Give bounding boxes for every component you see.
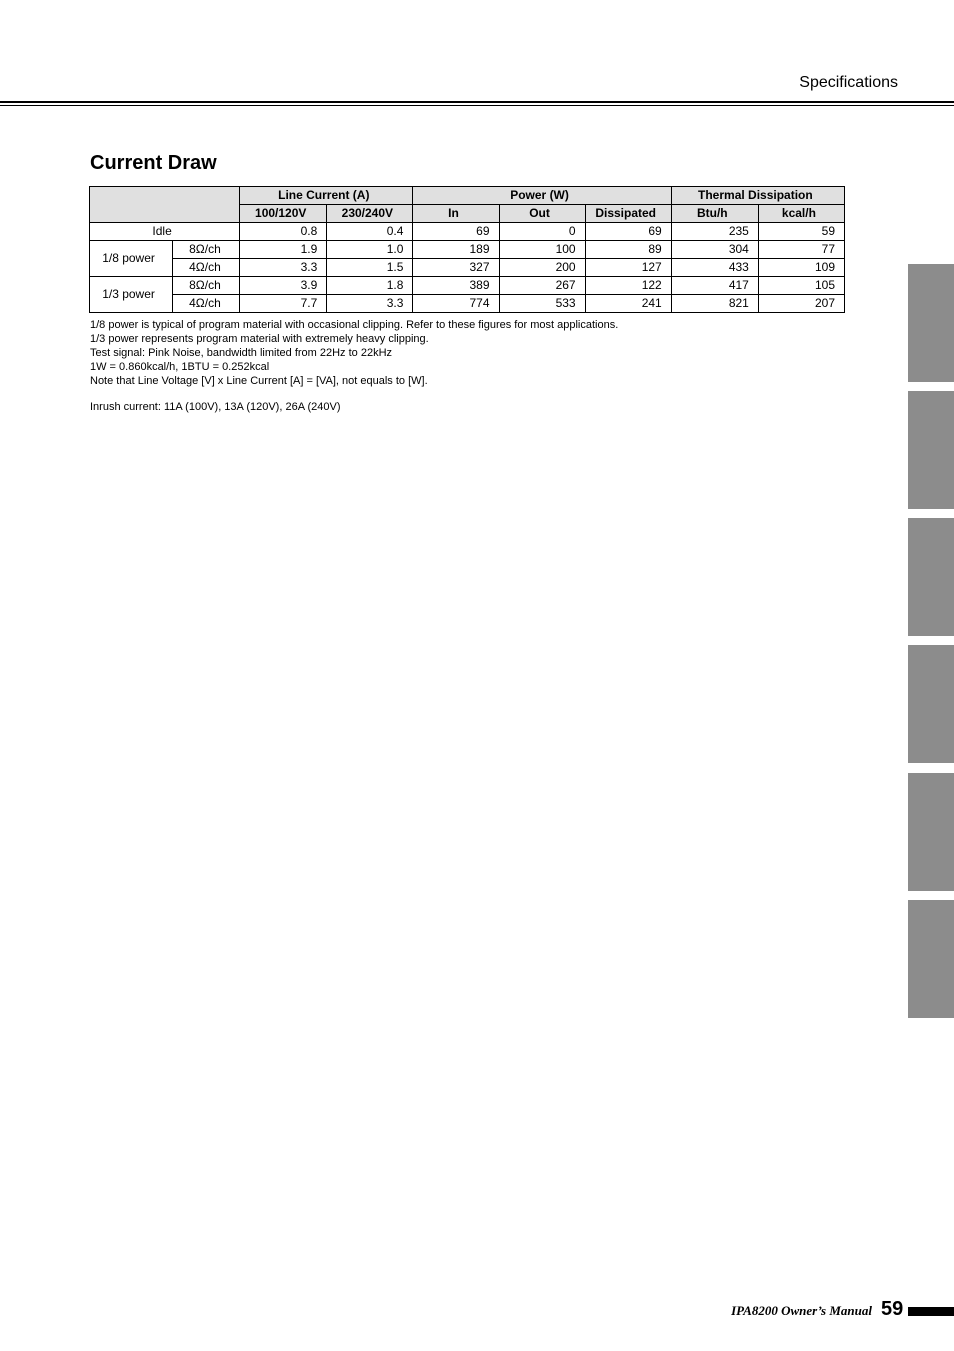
row-label-1-8-power: 1/8 power <box>90 241 173 277</box>
impedance-label: 8Ω/ch <box>173 277 240 295</box>
note-line: 1W = 0.860kcal/h, 1BTU = 0.252kcal <box>90 361 270 373</box>
table-cell: 0.8 <box>240 223 327 241</box>
table-cell: 89 <box>585 241 671 259</box>
page-number: 59 <box>881 1298 904 1320</box>
table-cell: 1.5 <box>327 259 413 277</box>
table-cell: 327 <box>413 259 499 277</box>
table-row-idle <box>90 223 845 241</box>
table-row-1-8-4ohm <box>90 259 845 277</box>
impedance-label: 4Ω/ch <box>173 295 240 313</box>
header-thermal: Thermal Dissipation <box>671 187 844 205</box>
note-line: 1/3 power represents program material with extremely heavy clipping. <box>90 333 429 345</box>
table-cell: 417 <box>671 277 758 295</box>
subheader-100-120v: 100/120V <box>240 205 327 223</box>
running-header: Specifications <box>799 74 898 91</box>
footer-bar <box>908 1307 954 1316</box>
impedance-label: 4Ω/ch <box>173 259 240 277</box>
side-tab-1 <box>908 264 954 382</box>
side-tab-5 <box>908 773 954 891</box>
table-cell: 3.9 <box>240 277 327 295</box>
table-cell: 105 <box>758 277 844 295</box>
note-line: 1/8 power is typical of program material with occasional clipping. Refer to these figures for most applications. <box>90 319 619 331</box>
table-cell: 1.8 <box>327 277 413 295</box>
table-cell: 774 <box>413 295 499 313</box>
note-line: Note that Line Voltage [V] x Line Current [A] = [VA], not equals to [W]. <box>90 375 428 387</box>
table-cell: 267 <box>499 277 585 295</box>
subheader-dissipated: Dissipated <box>585 205 671 223</box>
table-cell: 533 <box>499 295 585 313</box>
table-cell: 0.4 <box>327 223 413 241</box>
table-cell: 241 <box>585 295 671 313</box>
table-cell: 100 <box>499 241 585 259</box>
table-cell: 3.3 <box>240 259 327 277</box>
subheader-btu: Btu/h <box>671 205 758 223</box>
table-cell: 207 <box>758 295 844 313</box>
table-cell: 389 <box>413 277 499 295</box>
table-notes <box>90 318 618 388</box>
table-cell: 304 <box>671 241 758 259</box>
table-cell: 77 <box>758 241 844 259</box>
table-cell: 127 <box>585 259 671 277</box>
side-tab-6 <box>908 900 954 1018</box>
side-tab-2 <box>908 391 954 509</box>
subheader-230-240v: 230/240V <box>327 205 413 223</box>
table-header-row-1 <box>90 187 845 205</box>
note-line: Test signal: Pink Noise, bandwidth limited from 22Hz to 22kHz <box>90 347 393 359</box>
table-cell: 235 <box>671 223 758 241</box>
table-row-1-3-4ohm <box>90 295 845 313</box>
footer-manual-title: IPA8200 Owner’s Manual <box>731 1303 872 1318</box>
table-cell: 69 <box>413 223 499 241</box>
table-cell: 59 <box>758 223 844 241</box>
row-label-idle: Idle <box>90 223 240 241</box>
subheader-in: In <box>413 205 499 223</box>
table-row-1-8-8ohm <box>90 241 845 259</box>
impedance-label: 8Ω/ch <box>173 241 240 259</box>
section-title: Current Draw <box>90 152 217 174</box>
subheader-kcal: kcal/h <box>758 205 844 223</box>
header-rule-thin <box>0 105 954 106</box>
subheader-out: Out <box>499 205 585 223</box>
side-tab-3 <box>908 518 954 636</box>
inrush-note: Inrush current: 11A (100V), 13A (120V), 26A (240V) <box>90 401 341 413</box>
table-cell: 3.3 <box>327 295 413 313</box>
header-power: Power (W) <box>413 187 671 205</box>
header-rule-thick <box>0 101 954 103</box>
header-line-current: Line Current (A) <box>240 187 413 205</box>
table-cell: 0 <box>499 223 585 241</box>
current-draw-table <box>89 186 845 313</box>
table-cell: 1.9 <box>240 241 327 259</box>
table-cell: 122 <box>585 277 671 295</box>
table-cell: 200 <box>499 259 585 277</box>
table-cell: 7.7 <box>240 295 327 313</box>
table-row-1-3-8ohm <box>90 277 845 295</box>
row-label-1-3-power: 1/3 power <box>90 277 173 313</box>
header-corner <box>90 187 240 223</box>
side-tab-4 <box>908 645 954 763</box>
table-cell: 109 <box>758 259 844 277</box>
table-cell: 433 <box>671 259 758 277</box>
table-cell: 189 <box>413 241 499 259</box>
table-cell: 821 <box>671 295 758 313</box>
table-cell: 1.0 <box>327 241 413 259</box>
table-cell: 69 <box>585 223 671 241</box>
